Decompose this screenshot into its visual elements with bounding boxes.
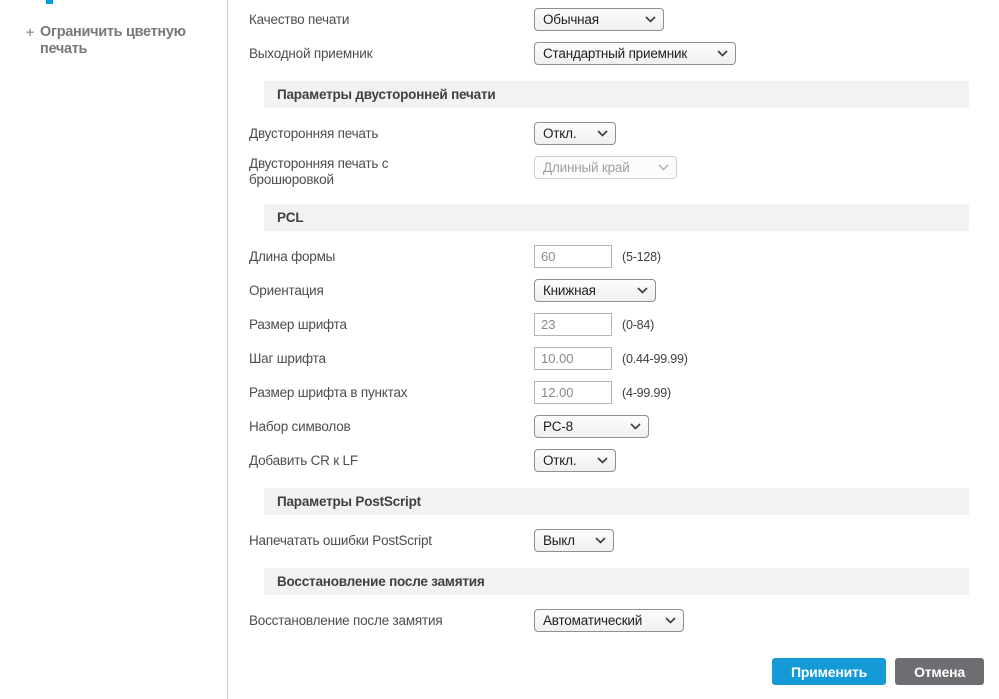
field-label: Ориентация	[249, 282, 324, 298]
form-length-input[interactable]	[534, 245, 612, 268]
chevron-down-icon	[637, 287, 648, 294]
sidebar	[0, 0, 228, 699]
field-label: Добавить CR к LF	[249, 452, 358, 468]
orientation-select[interactable]	[534, 279, 656, 302]
selected-value: Книжная	[543, 283, 596, 298]
selected-value: Стандартный приемник	[543, 46, 688, 61]
sidebar-active-item-fragment	[46, 0, 53, 4]
field-row-font-point-size	[249, 381, 999, 404]
range-hint: (0-84)	[622, 317, 655, 332]
chevron-down-icon	[630, 423, 641, 430]
chevron-down-icon	[717, 50, 728, 57]
section-header-jam-recovery	[264, 568, 969, 595]
selected-value: Обычная	[543, 12, 599, 27]
range-hint: (5-128)	[622, 249, 661, 264]
symbol-set-select[interactable]	[534, 415, 649, 438]
sidebar-item-label: Ограничить цветную печать	[40, 24, 186, 57]
section-header-postscript	[264, 488, 969, 515]
print-ps-errors-select[interactable]	[534, 529, 614, 552]
chevron-down-icon	[597, 457, 608, 464]
selected-value: Длинный край	[543, 160, 630, 175]
range-hint: (4-99.99)	[622, 385, 671, 400]
print-settings-form	[228, 0, 999, 699]
jam-recovery-select[interactable]	[534, 609, 684, 632]
field-row-form-length	[249, 245, 999, 268]
field-row-jam-recovery	[249, 609, 999, 632]
chevron-down-icon	[658, 164, 669, 171]
selected-value: Откл.	[543, 126, 577, 141]
field-row-print-quality	[249, 8, 999, 31]
field-row-font-size	[249, 313, 999, 336]
field-label: Набор символов	[249, 418, 351, 434]
form-actions	[264, 658, 984, 685]
section-title: Параметры двусторонней печати	[277, 87, 496, 102]
font-pitch-input[interactable]	[534, 347, 612, 370]
duplex-select[interactable]	[534, 122, 616, 145]
section-title: Параметры PostScript	[277, 494, 421, 509]
field-label: Размер шрифта в пунктах	[249, 384, 408, 400]
field-row-orientation	[249, 279, 999, 302]
field-label: Размер шрифта	[249, 316, 347, 332]
font-point-size-input[interactable]	[534, 381, 612, 404]
section-title: PCL	[277, 210, 304, 225]
field-label: Выходной приемник	[249, 45, 373, 61]
chevron-down-icon	[597, 130, 608, 137]
chevron-down-icon	[645, 16, 656, 23]
chevron-down-icon	[595, 537, 606, 544]
selected-value: Выкл	[543, 533, 575, 548]
selected-value: PC-8	[543, 419, 573, 434]
field-label: Шаг шрифта	[249, 350, 326, 366]
sidebar-item-restrict-color-print[interactable]	[0, 24, 227, 58]
field-row-duplex	[249, 122, 999, 145]
field-label: Длина формы	[249, 248, 336, 264]
field-label: Качество печати	[249, 11, 350, 27]
field-label: Двусторонняя печать с брошюровкой	[249, 156, 389, 187]
field-label: Напечатать ошибки PostScript	[249, 532, 432, 548]
print-quality-select[interactable]	[534, 8, 664, 31]
cancel-button[interactable]: Отмена	[895, 658, 984, 685]
field-label: Двусторонняя печать	[249, 125, 379, 141]
expand-plus-icon: +	[26, 24, 35, 40]
chevron-down-icon	[665, 617, 676, 624]
apply-button[interactable]: Применить	[772, 658, 886, 685]
selected-value: Откл.	[543, 453, 577, 468]
field-row-output-bin	[249, 42, 999, 65]
section-header-pcl	[264, 204, 969, 231]
range-hint: (0.44-99.99)	[622, 351, 688, 366]
field-row-symbol-set	[249, 415, 999, 438]
section-header-duplex	[264, 81, 969, 108]
selected-value: Автоматический	[543, 613, 643, 628]
field-row-duplex-binding	[249, 156, 999, 188]
section-title: Восстановление после замятия	[277, 574, 485, 589]
field-label: Восстановление после замятия	[249, 612, 443, 628]
field-row-font-pitch	[249, 347, 999, 370]
font-size-input[interactable]	[534, 313, 612, 336]
field-row-print-ps-errors	[249, 529, 999, 552]
duplex-binding-select	[534, 156, 677, 179]
field-row-append-cr-to-lf	[249, 449, 999, 472]
append-cr-to-lf-select[interactable]	[534, 449, 616, 472]
output-bin-select[interactable]	[534, 42, 736, 65]
